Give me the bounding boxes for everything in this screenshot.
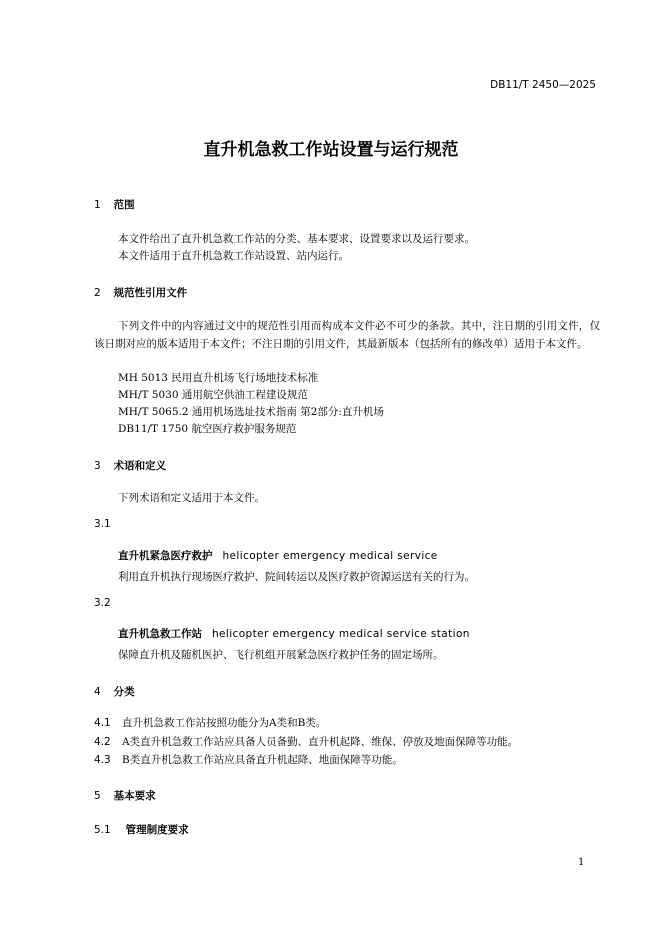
- term-entry: [118, 626, 470, 641]
- clause-4-3: [94, 752, 403, 767]
- section-4-heading: [94, 684, 135, 699]
- term-number: 3.1: [94, 518, 111, 530]
- clause-text: A类直升机急救工作站应具备人员备勤、直升机起降、维保、停放及地面保障等功能。: [122, 736, 519, 748]
- reference-item: MH 5013 民用直升机场飞行场地技术标准: [118, 372, 319, 384]
- section-title: 规范性引用文件: [113, 287, 188, 299]
- subsection-title: 管理制度要求: [125, 824, 189, 836]
- clause-number: 4.3: [94, 754, 111, 766]
- clause-4-2: [94, 734, 518, 749]
- section-number: 3: [94, 460, 101, 472]
- section-title: 术语和定义: [113, 460, 167, 472]
- normative-references-paragraph: 下列文件中的内容通过文中的规范性引用而构成本文件必不可少的条款。其中，注日期的引用文件，仅该日期对应的版本适用于本文件；不注日期的引用文件，其最新版本（包括所有的修改单）适用于本文件。: [94, 320, 600, 350]
- standard-code: DB11/T 2450—2025: [490, 79, 596, 91]
- section-title: 范围: [113, 199, 135, 211]
- section-title: 分类: [113, 686, 135, 698]
- document-title: 直升机急救工作站设置与运行规范: [203, 140, 459, 160]
- subsection-5-1-heading: [94, 822, 189, 837]
- section-number: 5: [94, 790, 101, 802]
- clause-number: 4.2: [94, 736, 111, 748]
- reference-item: MH/T 5030 通用航空供油工程建设规范: [118, 389, 308, 401]
- term-entry: [118, 548, 438, 563]
- term-english: helicopter emergency medical service station: [212, 628, 470, 640]
- section-title: 基本要求: [113, 790, 156, 802]
- term-english: helicopter emergency medical service: [222, 550, 438, 562]
- clause-4-1: [94, 715, 326, 730]
- section-number: 2: [94, 287, 101, 299]
- section-number: 1: [94, 199, 101, 211]
- section-number: 4: [94, 686, 101, 698]
- reference-item: DB11/T 1750 航空医疗救护服务规范: [118, 423, 297, 435]
- term-chinese: 直升机急救工作站: [118, 628, 202, 640]
- terms-intro: 下列术语和定义适用于本文件。: [118, 492, 265, 504]
- scope-paragraph-2: 本文件适用于直升机急救工作站设置、站内运行。: [118, 250, 349, 262]
- reference-item: MH/T 5065.2 通用机场选址技术指南 第2部分:直升机场: [118, 406, 384, 418]
- section-1-heading: [94, 197, 135, 212]
- clause-text: 直升机急救工作站按照功能分为A类和B类。: [122, 717, 327, 729]
- subsection-number: 5.1: [94, 824, 111, 836]
- section-3-heading: [94, 458, 166, 473]
- page-number: 1: [578, 857, 585, 868]
- term-definition: 保障直升机及随机医护、飞行机组开展紧急医疗救护任务的固定场所。: [118, 649, 444, 661]
- clause-text: B类直升机急救工作站应具备直升机起降、地面保障等功能。: [122, 754, 403, 766]
- clause-number: 4.1: [94, 717, 111, 729]
- section-2-heading: [94, 285, 187, 300]
- scope-paragraph-1: 本文件给出了直升机急救工作站的分类、基本要求、设置要求以及运行要求。: [118, 233, 475, 245]
- section-5-heading: [94, 788, 156, 803]
- term-number: 3.2: [94, 597, 111, 609]
- term-definition: 利用直升机执行现场医疗救护、院间转运以及医疗救护资源运送有关的行为。: [118, 571, 475, 583]
- term-chinese: 直升机紧急医疗救护: [118, 550, 213, 562]
